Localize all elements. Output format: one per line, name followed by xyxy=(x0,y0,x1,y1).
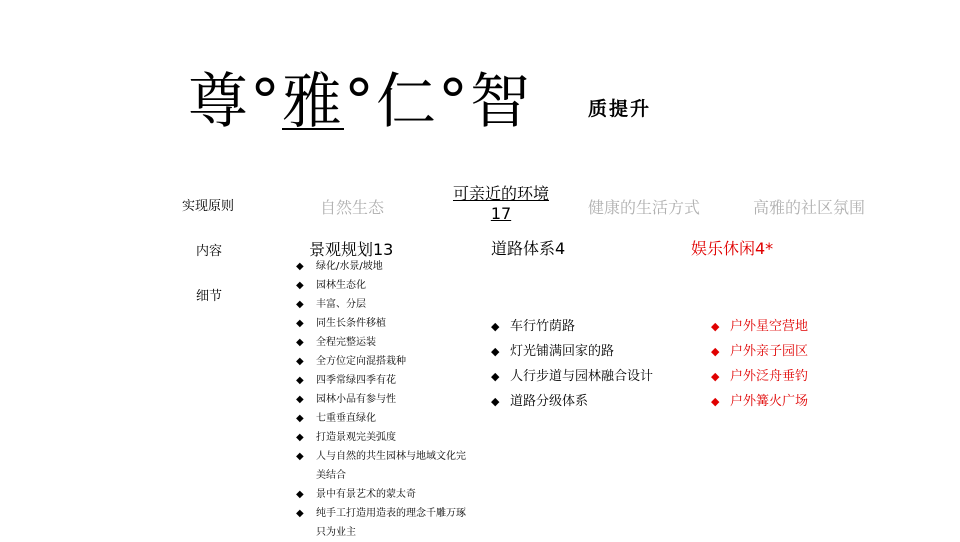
group-header-landscape: 景观规划13 xyxy=(309,240,394,259)
list-item-text: 户外篝火广场 xyxy=(730,394,809,409)
list-item-text: 全程完整运装 xyxy=(316,337,376,348)
bullet-icon: ◆ xyxy=(491,370,500,383)
list-item-text: 打造景观完美弧度 xyxy=(316,432,396,443)
page-title xyxy=(188,66,532,138)
column-header-environment-count: 17 xyxy=(490,204,512,223)
list-item-text: 车行竹荫路 xyxy=(510,319,576,334)
group-header-roads: 道路体系4 xyxy=(491,239,566,258)
row-label-detail: 细节 xyxy=(196,289,223,304)
bullet-icon: ◆ xyxy=(296,489,304,500)
list-item-text: 园林小品有参与性 xyxy=(316,394,396,405)
bullet-icon: ◆ xyxy=(296,261,304,272)
list-item-text: 园林生态化 xyxy=(316,280,366,291)
list-item-text: 四季常绿四季有花 xyxy=(316,375,396,386)
list-item-text: 景中有景艺术的蒙太奇 xyxy=(316,489,416,500)
list-item xyxy=(296,504,466,542)
title-part-2: 雅 xyxy=(282,67,344,137)
bullet-icon: ◆ xyxy=(296,318,304,329)
row-label-principle: 实现原则 xyxy=(182,199,235,214)
column-header-elegant: 高雅的社区氛围 xyxy=(753,198,866,217)
bullet-icon: ◆ xyxy=(491,395,500,408)
column-header-healthy: 健康的生活方式 xyxy=(588,198,701,217)
page-subtitle: 质提升 xyxy=(588,98,652,120)
list-item xyxy=(491,389,653,414)
list-item-text: 丰富、分层 xyxy=(316,299,366,310)
list-item xyxy=(296,428,466,447)
list-item xyxy=(296,409,466,428)
row-label-content: 内容 xyxy=(196,244,223,259)
list-item xyxy=(296,276,466,295)
list-item xyxy=(296,333,466,352)
list-item xyxy=(296,447,466,485)
leisure-detail-list xyxy=(711,314,808,414)
list-item-text: 户外星空营地 xyxy=(730,319,809,334)
landscape-detail-list xyxy=(296,257,466,542)
list-item xyxy=(296,485,466,504)
list-item xyxy=(491,314,653,339)
bullet-icon: ◆ xyxy=(491,320,500,333)
list-item xyxy=(711,314,808,339)
bullet-icon: ◆ xyxy=(296,299,304,310)
column-header-nature: 自然生态 xyxy=(320,198,385,217)
column-header-environment-label: 可亲近的环境 xyxy=(452,184,549,203)
bullet-icon: ◆ xyxy=(296,394,304,405)
bullet-icon: ◆ xyxy=(296,451,304,462)
bullet-icon: ◆ xyxy=(296,337,304,348)
list-item xyxy=(296,352,466,371)
list-item xyxy=(711,339,808,364)
bullet-icon: ◆ xyxy=(296,280,304,291)
bullet-icon: ◆ xyxy=(296,413,304,424)
bullet-icon: ◆ xyxy=(711,395,720,408)
list-item-text: 户外亲子园区 xyxy=(730,344,809,359)
list-item-text: 灯光铺满回家的路 xyxy=(510,344,615,359)
bullet-icon: ◆ xyxy=(296,356,304,367)
list-item-text: 道路分级体系 xyxy=(510,394,589,409)
list-item xyxy=(296,257,466,276)
list-item-text: 人与自然的共生园林与地域文化完美结合 xyxy=(316,451,466,481)
bullet-icon: ◆ xyxy=(711,370,720,383)
list-item-text: 七重垂直绿化 xyxy=(316,413,376,424)
list-item xyxy=(296,295,466,314)
list-item-text: 人行步道与园林融合设计 xyxy=(510,369,654,384)
group-header-leisure: 娱乐休闲4* xyxy=(691,239,774,258)
list-item-text: 纯手工打造用造表的理念千雕万琢只为业主 xyxy=(316,508,466,538)
column-header-environment xyxy=(446,184,556,224)
title-part-1: 尊° xyxy=(188,67,282,137)
list-item xyxy=(296,371,466,390)
list-item-text: 绿化/水景/坡地 xyxy=(316,261,383,272)
list-item xyxy=(711,389,808,414)
list-item-text: 同生长条件移植 xyxy=(316,318,386,329)
bullet-icon: ◆ xyxy=(296,508,304,519)
roads-detail-list xyxy=(491,314,653,414)
bullet-icon: ◆ xyxy=(711,345,720,358)
bullet-icon: ◆ xyxy=(296,432,304,443)
bullet-icon: ◆ xyxy=(711,320,720,333)
list-item xyxy=(711,364,808,389)
list-item xyxy=(491,364,653,389)
list-item xyxy=(296,314,466,333)
title-part-3: °仁°智 xyxy=(344,67,532,137)
list-item-text: 户外泛舟垂钓 xyxy=(730,369,809,384)
list-item xyxy=(491,339,653,364)
list-item xyxy=(296,390,466,409)
bullet-icon: ◆ xyxy=(296,375,304,386)
list-item-text: 全方位定向混搭栽种 xyxy=(316,356,406,367)
bullet-icon: ◆ xyxy=(491,345,500,358)
